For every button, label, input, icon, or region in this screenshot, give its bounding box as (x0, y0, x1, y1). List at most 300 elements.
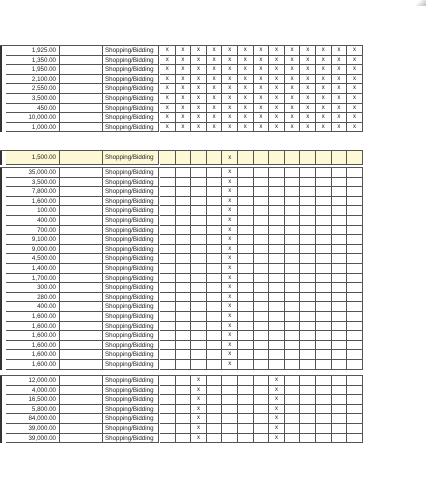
mark-cell (160, 206, 176, 216)
mark-cell (238, 424, 254, 434)
category-cell: Shopping/Bidding (103, 65, 159, 75)
mark-cell (191, 254, 207, 264)
mark-cell (207, 178, 223, 188)
mark-cell (300, 187, 316, 197)
mark-cell (238, 312, 254, 322)
mark-cell (347, 322, 363, 332)
mark-cell (285, 341, 301, 351)
mark-cell (160, 274, 176, 284)
mark-cell: x (238, 75, 254, 85)
mark-cell (160, 395, 176, 405)
mark-cell (300, 178, 316, 188)
mark-cell: x (191, 46, 207, 56)
mark-cell (316, 376, 332, 386)
left-border (0, 434, 2, 444)
mark-cell (347, 274, 363, 284)
mark-cell (207, 235, 223, 245)
mark-cell: x (191, 94, 207, 104)
mark-cell: x (207, 75, 223, 85)
mark-cell (316, 187, 332, 197)
mark-cell (285, 322, 301, 332)
mark-cell (269, 360, 285, 370)
mark-cell (207, 386, 223, 396)
mark-cell (316, 293, 332, 303)
spacer-cell (60, 341, 103, 351)
mark-cell (300, 322, 316, 332)
spacer-cell (60, 65, 103, 75)
mark-cell (176, 322, 192, 332)
mark-cell (238, 235, 254, 245)
mark-cell (285, 187, 301, 197)
mark-cell (176, 187, 192, 197)
mark-cell: x (176, 56, 192, 66)
mark-cell (285, 312, 301, 322)
mark-cell: x (222, 65, 238, 75)
spacer-cell (60, 274, 103, 284)
mark-cell (332, 302, 348, 312)
mark-cell (347, 360, 363, 370)
mark-cell (332, 187, 348, 197)
amount-cell: 4,500.00 (6, 254, 60, 264)
mark-cell: x (222, 75, 238, 85)
mark-cell (285, 434, 301, 444)
mark-cell (191, 350, 207, 360)
mark-cell (207, 376, 223, 386)
amount-cell: 1,000.00 (6, 123, 60, 133)
spacer-cell (60, 312, 103, 322)
category-cell: Shopping/Bidding (103, 216, 159, 226)
amount-cell: 3,500.00 (6, 178, 60, 188)
category-cell: Shopping/Bidding (103, 331, 159, 341)
mark-cell (222, 414, 238, 424)
mark-cell (176, 424, 192, 434)
mark-cell: x (222, 283, 238, 293)
left-border (0, 94, 2, 104)
mark-cell (269, 245, 285, 255)
table-row (0, 341, 426, 351)
mark-cell (269, 151, 285, 165)
mark-cell (254, 322, 270, 332)
mark-cell: x (254, 123, 270, 133)
mark-cell (347, 283, 363, 293)
amount-cell: 3,500.00 (6, 94, 60, 104)
mark-cell (207, 216, 223, 226)
mark-cell: x (316, 46, 332, 56)
mark-cell (347, 405, 363, 415)
mark-cell (254, 245, 270, 255)
mark-cell (285, 405, 301, 415)
table-row (0, 226, 426, 236)
mark-cell: x (269, 75, 285, 85)
mark-cell (285, 283, 301, 293)
mark-cell: x (269, 376, 285, 386)
mark-cell (176, 274, 192, 284)
mark-cell (316, 235, 332, 245)
spacer-cell (60, 197, 103, 207)
mark-cell (238, 187, 254, 197)
mark-cell (316, 360, 332, 370)
mark-cell (254, 434, 270, 444)
mark-cell: x (207, 65, 223, 75)
mark-cell (269, 168, 285, 178)
mark-cell: x (269, 434, 285, 444)
mark-cell (238, 293, 254, 303)
mark-cell (238, 168, 254, 178)
mark-cell (300, 386, 316, 396)
category-cell: Shopping/Bidding (103, 197, 159, 207)
mark-cell (316, 206, 332, 216)
amount-cell: 400.00 (6, 302, 60, 312)
table-row (0, 56, 426, 66)
table-row (0, 75, 426, 85)
mark-cell: x (207, 113, 223, 123)
spacer-cell (60, 264, 103, 274)
mark-cell: x (347, 46, 363, 56)
table-row (0, 178, 426, 188)
left-border (0, 274, 2, 284)
mark-cell (176, 405, 192, 415)
mark-cell (332, 197, 348, 207)
mark-cell (207, 405, 223, 415)
category-cell: Shopping/Bidding (103, 312, 159, 322)
table-row (0, 197, 426, 207)
mark-cell (285, 206, 301, 216)
mark-cell: x (269, 113, 285, 123)
mark-cell (285, 226, 301, 236)
mark-cell (347, 254, 363, 264)
mark-cell (160, 424, 176, 434)
mark-cell (222, 386, 238, 396)
mark-cell: x (285, 123, 301, 133)
mark-cell: x (222, 293, 238, 303)
mark-cell (207, 254, 223, 264)
category-cell: Shopping/Bidding (103, 178, 159, 188)
mark-cell (300, 206, 316, 216)
left-border (0, 75, 2, 85)
mark-cell (191, 226, 207, 236)
mark-cell: x (347, 94, 363, 104)
category-cell: Shopping/Bidding (103, 360, 159, 370)
spacer-cell (60, 113, 103, 123)
amount-cell: 1,925.00 (6, 46, 60, 56)
category-cell: Shopping/Bidding (103, 414, 159, 424)
left-border (0, 386, 2, 396)
mark-cell: x (332, 113, 348, 123)
mark-cell (316, 312, 332, 322)
mark-cell: x (300, 94, 316, 104)
left-border (0, 254, 2, 264)
mark-cell (332, 376, 348, 386)
mark-cell (160, 322, 176, 332)
mark-cell: x (191, 123, 207, 133)
table-row (0, 283, 426, 293)
table-row (0, 350, 426, 360)
mark-cell (254, 376, 270, 386)
mark-cell (222, 434, 238, 444)
mark-cell: x (222, 312, 238, 322)
left-border (0, 226, 2, 236)
spacer-cell (60, 178, 103, 188)
category-cell: Shopping/Bidding (103, 424, 159, 434)
mark-cell (269, 254, 285, 264)
mark-cell: x (285, 75, 301, 85)
mark-cell (316, 386, 332, 396)
mark-cell (238, 216, 254, 226)
mark-cell (160, 178, 176, 188)
mark-cell: x (191, 65, 207, 75)
mark-cell (332, 341, 348, 351)
mark-cell: x (269, 405, 285, 415)
mark-cell (347, 293, 363, 303)
mark-cell: x (160, 56, 176, 66)
spacer-cell (60, 254, 103, 264)
spacer-cell (60, 245, 103, 255)
mark-cell (300, 226, 316, 236)
mark-cell (316, 216, 332, 226)
mark-cell: x (160, 94, 176, 104)
table-row (0, 434, 426, 444)
table-row (0, 245, 426, 255)
mark-cell (285, 331, 301, 341)
scan-corner-mark (412, 0, 426, 6)
category-cell: Shopping/Bidding (103, 226, 159, 236)
category-cell: Shopping/Bidding (103, 245, 159, 255)
mark-cell (347, 245, 363, 255)
mark-cell (191, 264, 207, 274)
spacer-cell (60, 216, 103, 226)
left-border (0, 350, 2, 360)
mark-cell: x (222, 350, 238, 360)
mark-cell (176, 206, 192, 216)
left-border (0, 376, 2, 386)
mark-cell: x (176, 46, 192, 56)
mark-cell: x (285, 113, 301, 123)
mark-cell: x (191, 113, 207, 123)
mark-cell (238, 341, 254, 351)
mark-cell (207, 187, 223, 197)
category-cell: Shopping/Bidding (103, 75, 159, 85)
mark-cell (285, 414, 301, 424)
mark-cell (238, 254, 254, 264)
mark-cell: x (254, 46, 270, 56)
mark-cell (285, 245, 301, 255)
mark-cell (332, 424, 348, 434)
mark-cell (254, 312, 270, 322)
mark-cell (254, 350, 270, 360)
mark-cell (191, 235, 207, 245)
mark-cell: x (191, 395, 207, 405)
category-cell: Shopping/Bidding (103, 434, 159, 444)
table-row (0, 386, 426, 396)
mark-cell: x (332, 84, 348, 94)
mark-cell: x (316, 123, 332, 133)
mark-cell (176, 254, 192, 264)
mark-cell: x (347, 104, 363, 114)
mark-cell: x (300, 46, 316, 56)
mark-cell (254, 386, 270, 396)
mark-cell (347, 350, 363, 360)
left-border (0, 104, 2, 114)
mark-cell (254, 168, 270, 178)
mark-cell (332, 235, 348, 245)
spacer-cell (60, 395, 103, 405)
amount-cell: 450.00 (6, 104, 60, 114)
mark-cell: x (300, 75, 316, 85)
mark-cell (238, 434, 254, 444)
mark-cell (332, 151, 348, 165)
mark-cell (300, 216, 316, 226)
mark-cell (254, 226, 270, 236)
mark-cell (269, 216, 285, 226)
amount-cell: 5,800.00 (6, 405, 60, 415)
mark-cell: x (269, 123, 285, 133)
mark-cell (285, 254, 301, 264)
mark-cell: x (222, 178, 238, 188)
mark-cell: x (238, 46, 254, 56)
left-border (0, 360, 2, 370)
spacer-cell (60, 331, 103, 341)
mark-cell (332, 293, 348, 303)
mark-cell (207, 264, 223, 274)
mark-cell (207, 322, 223, 332)
amount-cell: 1,600.00 (6, 197, 60, 207)
mark-cell (316, 434, 332, 444)
amount-cell: 10,000.00 (6, 113, 60, 123)
spacer-cell (60, 405, 103, 415)
mark-cell (160, 360, 176, 370)
mark-cell (332, 206, 348, 216)
mark-cell (300, 245, 316, 255)
category-cell: Shopping/Bidding (103, 386, 159, 396)
mark-cell (332, 386, 348, 396)
left-border (0, 283, 2, 293)
mark-cell: x (176, 104, 192, 114)
mark-cell (285, 168, 301, 178)
mark-cell (207, 274, 223, 284)
mark-cell (191, 302, 207, 312)
spacer-cell (60, 226, 103, 236)
mark-cell (207, 197, 223, 207)
spacer-cell (60, 123, 103, 133)
mark-cell: x (316, 56, 332, 66)
left-border (0, 187, 2, 197)
mark-cell (160, 226, 176, 236)
mark-cell (176, 168, 192, 178)
left-border (0, 312, 2, 322)
mark-cell: x (222, 84, 238, 94)
left-border (0, 264, 2, 274)
mark-cell (207, 302, 223, 312)
mark-cell (207, 226, 223, 236)
mark-cell (269, 283, 285, 293)
mark-cell (316, 350, 332, 360)
mark-cell: x (222, 331, 238, 341)
mark-cell (207, 168, 223, 178)
mark-cell (207, 245, 223, 255)
category-cell: Shopping/Bidding (103, 264, 159, 274)
mark-cell (347, 341, 363, 351)
category-cell: Shopping/Bidding (103, 94, 159, 104)
spacer-cell (60, 322, 103, 332)
mark-cell (160, 414, 176, 424)
mark-cell (254, 216, 270, 226)
mark-cell (347, 434, 363, 444)
mark-cell (191, 187, 207, 197)
mark-cell: x (207, 46, 223, 56)
mark-cell (347, 331, 363, 341)
mark-cell (191, 197, 207, 207)
mark-cell: x (191, 376, 207, 386)
table-row (0, 274, 426, 284)
mark-cell: x (191, 414, 207, 424)
mark-cell (300, 405, 316, 415)
mark-cell (191, 274, 207, 284)
left-border (0, 216, 2, 226)
mark-cell (347, 187, 363, 197)
mark-cell (316, 405, 332, 415)
mark-cell: x (269, 94, 285, 104)
mark-cell: x (347, 84, 363, 94)
mark-cell (332, 360, 348, 370)
mark-cell: x (222, 187, 238, 197)
mark-cell (269, 197, 285, 207)
mark-cell (285, 360, 301, 370)
mark-cell (238, 206, 254, 216)
mark-cell (160, 283, 176, 293)
mark-cell (238, 245, 254, 255)
mark-cell (316, 322, 332, 332)
mark-cell: x (347, 123, 363, 133)
category-cell: Shopping/Bidding (103, 350, 159, 360)
mark-cell: x (191, 434, 207, 444)
category-cell: Shopping/Bidding (103, 283, 159, 293)
mark-cell (332, 168, 348, 178)
mark-cell (300, 312, 316, 322)
mark-cell (160, 168, 176, 178)
left-border (0, 151, 2, 165)
mark-cell: x (332, 94, 348, 104)
spacer-cell (60, 235, 103, 245)
mark-cell: x (238, 113, 254, 123)
category-cell: Shopping/Bidding (103, 84, 159, 94)
mark-cell: x (222, 216, 238, 226)
mark-cell (347, 235, 363, 245)
spacer-cell (60, 187, 103, 197)
mark-cell (269, 350, 285, 360)
spacer-cell (60, 376, 103, 386)
mark-cell (238, 386, 254, 396)
mark-cell (269, 274, 285, 284)
table-row (0, 65, 426, 75)
mark-cell (176, 151, 192, 165)
mark-cell (238, 264, 254, 274)
mark-cell (347, 312, 363, 322)
mark-cell: x (316, 104, 332, 114)
mark-cell (176, 395, 192, 405)
mark-cell (316, 226, 332, 236)
mark-cell (222, 395, 238, 405)
table-row (0, 104, 426, 114)
mark-cell (347, 302, 363, 312)
mark-cell: x (285, 84, 301, 94)
mark-cell (347, 216, 363, 226)
mark-cell (191, 283, 207, 293)
left-border (0, 56, 2, 66)
mark-cell (269, 206, 285, 216)
mark-cell (347, 386, 363, 396)
mark-cell (176, 226, 192, 236)
mark-cell (254, 414, 270, 424)
